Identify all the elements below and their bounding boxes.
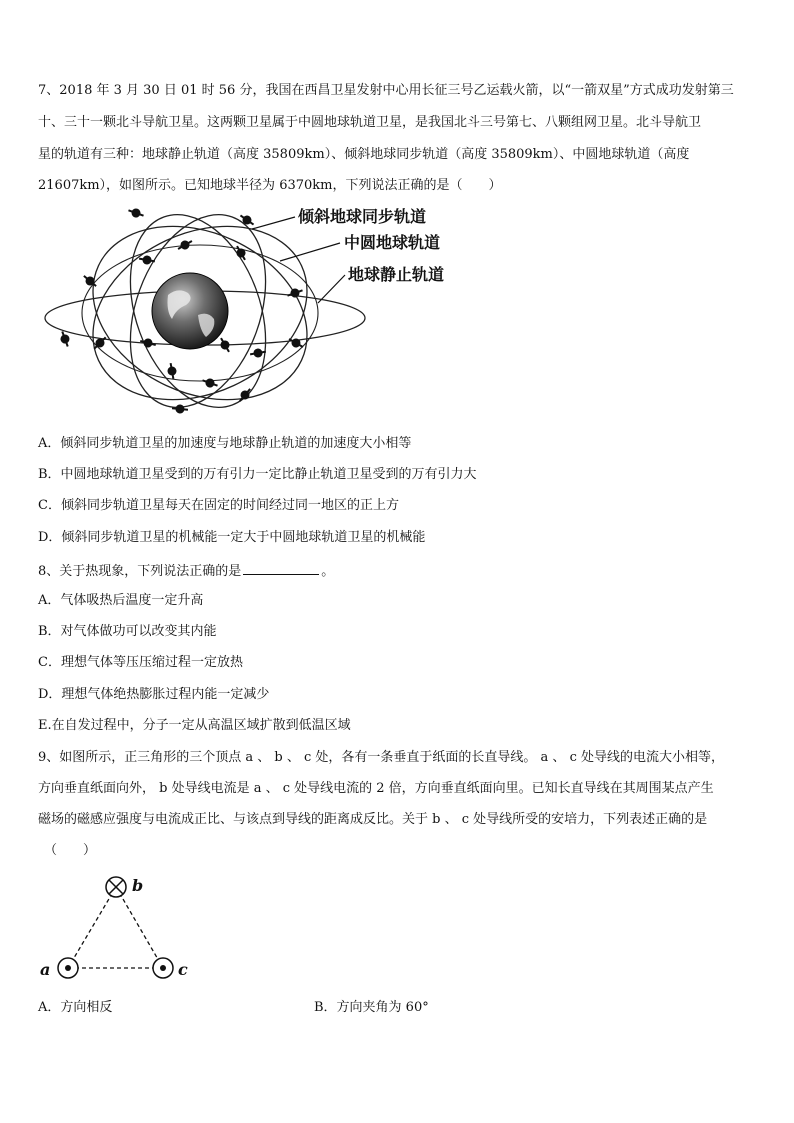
q8-stem-end: 。 [321, 564, 335, 579]
q7-option-c: C．倾斜同步轨道卫星每天在固定的时间经过同一地区的正上方 [38, 498, 399, 513]
q9-stem-line-2: 方向垂直纸面向外， b 处导线电流是 a 、 c 处导线电流的 2 倍，方向垂直纸面向里。已知长直导线在其周围某点产生 [38, 781, 714, 796]
q9-stem-line-3: 磁场的磁感应强度与电流成正比、与该点到导线的距离成反比。关于 b 、 c 处导线所受的安培力，下列表述正确的是 [38, 812, 708, 827]
q7-stem-line-4: 21607km），如图所示。已知地球半径为 6370km，下列说法正确的是（ ） [38, 178, 502, 193]
q8-stem-text: 8、关于热现象，下列说法正确的是 [38, 564, 242, 579]
q7-stem-line-2: 十、三十一颗北斗导航卫星。这两颗卫星属于中圆地球轨道卫星，是我国北斗三号第七、八颗组网卫星。北斗导航卫 [38, 115, 702, 130]
q7-stem-line-3: 星的轨道有三种：地球静止轨道（高度 35809km）、倾斜地球同步轨道（高度 35809km）、中圆地球轨道（高度 [38, 147, 690, 162]
triangle-wires-figure [36, 870, 206, 988]
q9-stem-line-4: （ ） [44, 843, 97, 858]
label-medium-orbit: 中圆地球轨道 [344, 233, 441, 252]
q9-option-b: B．方向夹角为 60° [314, 1000, 429, 1015]
q7-stem-line-1: 7、2018 年 3 月 30 日 01 时 56 分，我国在西昌卫星发射中心用长征三号乙运载火箭，以“一箭双星”方式成功发射第三 [38, 83, 734, 98]
q8-option-b: B．对气体做功可以改变其内能 [38, 624, 217, 639]
q9-stem-line-1: 9、如图所示，正三角形的三个顶点 a 、 b 、 c 处，各有一条垂直于纸面的长直导线。 a 、 c 处导线的电流大小相等， [38, 750, 724, 765]
answer-blank [243, 562, 319, 575]
wire-a-out-of-page-icon [58, 958, 78, 978]
q8-option-d: D．理想气体绝热膨胀过程内能一定减少 [38, 687, 270, 702]
satellite-orbit-figure [40, 203, 470, 421]
q7-option-a: A．倾斜同步轨道卫星的加速度与地球静止轨道的加速度大小相等 [38, 436, 412, 451]
q7-option-b: B．中圆地球轨道卫星受到的万有引力一定比静止轨道卫星受到的万有引力大 [38, 467, 477, 482]
label-b: b [132, 876, 144, 895]
wire-c-out-of-page-icon [153, 958, 173, 978]
wire-b-into-page-icon [106, 877, 126, 897]
q9-option-a: A．方向相反 [38, 1000, 113, 1015]
q8-option-c: C．理想气体等压压缩过程一定放热 [38, 655, 243, 670]
q8-stem [38, 562, 334, 580]
q8-option-a: A．气体吸热后温度一定升高 [38, 593, 204, 608]
label-geo-orbit: 地球静止轨道 [348, 265, 445, 284]
label-c: c [178, 960, 188, 979]
q7-option-d: D．倾斜同步轨道卫星的机械能一定大于中圆地球轨道卫星的机械能 [38, 530, 426, 545]
label-inclined-orbit: 倾斜地球同步轨道 [298, 207, 427, 226]
label-a: a [40, 960, 51, 979]
q8-option-e: E.在自发过程中，分子一定从高温区域扩散到低温区域 [38, 718, 351, 733]
